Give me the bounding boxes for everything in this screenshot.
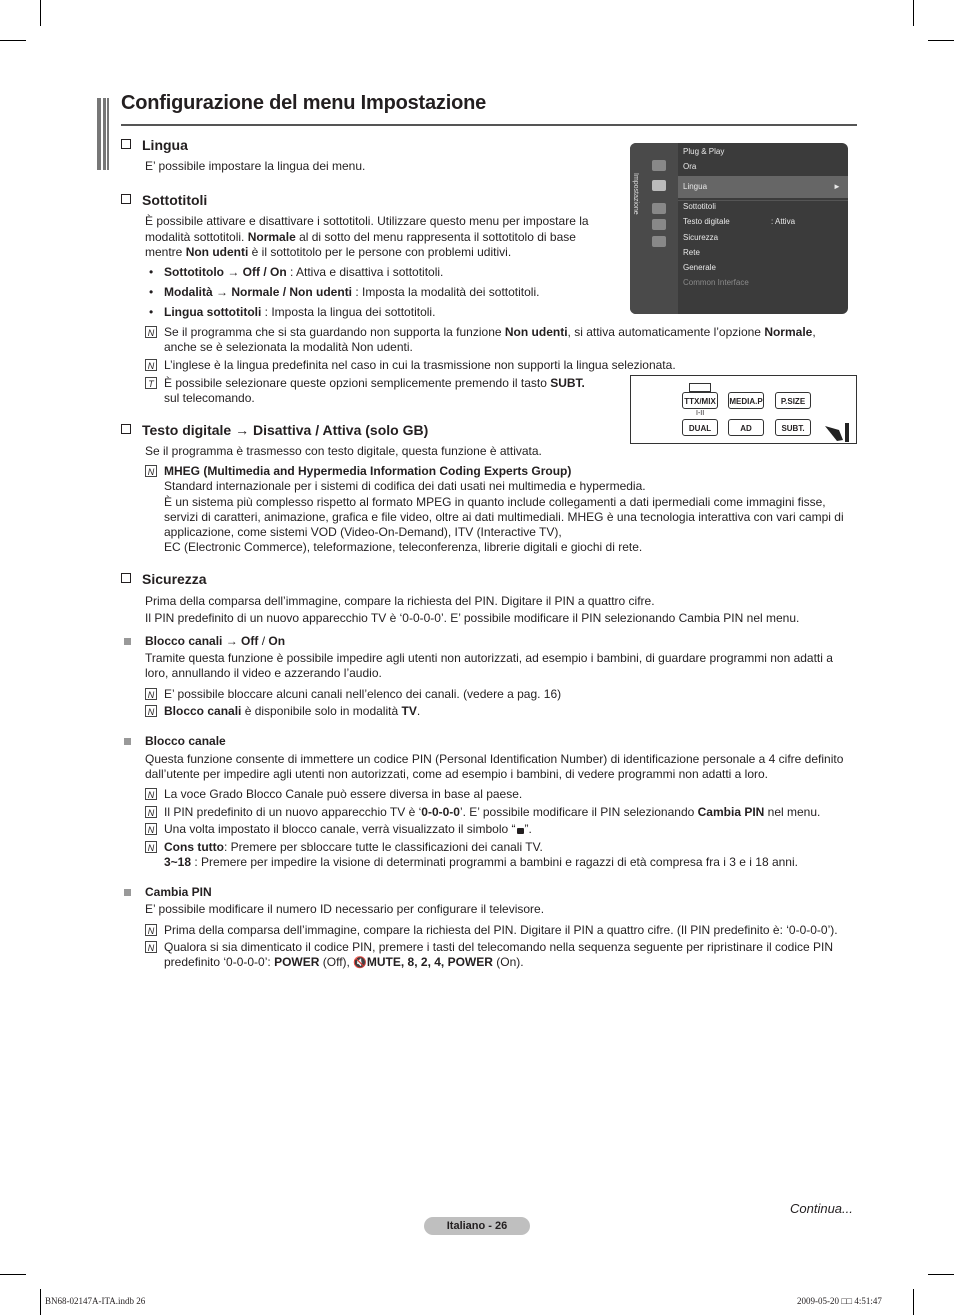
sottotitoli-p3: mentre Non udenti è il sottotitolo per le persone con problemi uditivi.	[145, 245, 512, 259]
square-bullet-icon	[124, 638, 131, 645]
note-icon: N	[145, 941, 157, 953]
cambia-pin-note: predefinito ‘0-0-0-0’: POWER (Off), 🔇MUTE, 8, 2, 4, POWER (On).	[164, 955, 524, 969]
mheg-line: EC (Electronic Commerce), teleformazione, teleconferenza, librerie digitali e giochi di rete.	[164, 540, 643, 554]
crop-mark	[928, 1274, 954, 1275]
note-non-udenti-cont: anche se è selezionata la modalità Non udenti.	[164, 340, 413, 354]
osd-side-label: Impostazione	[632, 173, 639, 215]
footer-left: BN68-02147A-ITA.indb 26	[45, 1296, 146, 1306]
bullet-modalita: Modalità → Normale / Non udenti : Imposta la modalità dei sottotitoli.	[164, 285, 540, 299]
osd-separator	[678, 200, 848, 201]
note-icon: N	[145, 705, 157, 717]
pointing-hand-icon	[825, 420, 853, 442]
ttx-mix-button: TTX/MIX	[682, 392, 718, 409]
lingua-text: E’ possibile impostare la lingua dei menu.	[145, 159, 366, 173]
note-inglese: L’inglese è la lingua predefinita nel caso in cui la trasmissione non supporti la lingua selezionata.	[164, 358, 676, 372]
ttx-icon	[689, 383, 711, 392]
p-size-button: P.SIZE	[775, 392, 811, 409]
osd-item: Plug & Play	[683, 147, 725, 156]
mheg-line: servizi di caratteri, animazione, grafica e file video, oltre ai dati multimediali. MHEG è una tecnologia interattiva con vari campi di	[164, 510, 844, 524]
note-subt-cont: sul telecomando.	[164, 391, 255, 405]
note-icon: N	[145, 823, 157, 835]
blocco-canale-line: Questa funzione consente di immettere un codice PIN (Personal Identification Number) di identificazione personale a 4 cifre definito	[145, 752, 844, 766]
section-lingua-heading: Lingua	[121, 137, 188, 153]
crop-mark	[913, 1289, 914, 1315]
checkbox-icon	[121, 139, 131, 149]
ad-button: AD	[728, 419, 764, 436]
osd-item: Generale	[683, 263, 716, 272]
checkbox-icon	[121, 194, 131, 204]
cambia-pin-note: Prima della comparsa dell’immagine, compare la richiesta del PIN. Digitare il PIN a quattro cifre. (Il PIN predefinito è: ‘0-0-0-0’).	[164, 923, 838, 937]
remote-buttons-illustration	[630, 375, 857, 444]
blocco-canale-line: dall’utente per impedire agli utenti non autorizzati, come ad esempio i bambini, di vedere programmi non adatti a loro.	[145, 767, 769, 781]
note-icon: N	[145, 806, 157, 818]
title-rule	[121, 124, 857, 126]
dual-button: DUAL	[682, 419, 718, 436]
cambia-pin-title: Cambia PIN	[145, 885, 212, 899]
sottotitoli-p1: È possibile attivare e disattivare i sottotitoli. Utilizzare questo menu per impostare la	[145, 214, 589, 228]
note-icon: N	[145, 788, 157, 800]
crop-mark	[0, 40, 26, 41]
section-testo-heading: Testo digitale → Disattiva / Attiva (solo GB)	[121, 422, 428, 438]
testo-p1: Se il programma è trasmesso con testo digitale, questa funzione è attivata.	[145, 444, 542, 458]
mute-icon: 🔇	[353, 957, 367, 969]
blocco-canali-line: loro, annullando il video e azzerando l’audio.	[145, 666, 382, 680]
blocco-canali-note: E’ possibile bloccare alcuni canali nell’elenco dei canali. (vedere a pag. 16)	[164, 687, 562, 701]
sottotitoli-p2: modalità sottotitoli. Normale al di sotto del menu rappresenta il sottotitolo di base	[145, 230, 576, 244]
osd-arrow-icon: ►	[833, 182, 841, 191]
note-icon: N	[145, 688, 157, 700]
mheg-line: Standard internazionale per i sistemi di codifica dei dati usati nei multimedia e hypermedia.	[164, 479, 646, 493]
osd-item: Sottotitoli	[683, 202, 716, 211]
blocco-canale-note: La voce Grado Blocco Canale può essere diversa in base al paese.	[164, 787, 523, 801]
crop-mark	[928, 40, 954, 41]
page-title: Configurazione del menu Impostazione	[121, 92, 487, 114]
osd-item: Common Interface	[683, 278, 749, 287]
crop-mark	[40, 0, 41, 26]
media-p-button: MEDIA.P	[728, 392, 764, 409]
note-subt: È possibile selezionare queste opzioni semplicemente premendo il tasto SUBT.	[164, 376, 585, 390]
blocco-canale-note: 3~18 : Premere per impedire la visione di determinati programmi a bambini e ragazzi di età compresa fra i 3 e i 18 anni.	[164, 855, 798, 869]
dual-label: I-II	[696, 410, 705, 417]
mheg-title: MHEG (Multimedia and Hypermedia Information Coding Experts Group)	[164, 464, 572, 478]
crop-mark	[913, 0, 914, 26]
bullet: •	[149, 265, 154, 279]
sicurezza-p2: Il PIN predefinito di un nuovo apparecchio TV è ‘0-0-0-0’. E’ possibile modificare il PIN selezionando Cambia PIN nel menu.	[145, 611, 800, 625]
osd-item-value: : Attiva	[771, 217, 796, 226]
page-number-label: Italiano - 26	[424, 1217, 530, 1235]
square-bullet-icon	[124, 738, 131, 745]
section-sicurezza-heading: Sicurezza	[121, 571, 207, 587]
section-sottotitoli-heading: Sottotitoli	[121, 192, 207, 208]
note-icon: N	[145, 359, 157, 371]
footer-right: 2009-05-20 □□ 4:51:47	[797, 1296, 882, 1306]
square-bullet-icon	[124, 889, 131, 896]
osd-item: Rete	[683, 248, 700, 257]
subt-button: SUBT.	[775, 419, 811, 436]
sicurezza-p1: Prima della comparsa dell’immagine, compare la richiesta del PIN. Digitare il PIN a quattro cifre.	[145, 594, 655, 608]
blocco-canali-note: Blocco canali è disponibile solo in modalità TV.	[164, 704, 421, 718]
blocco-canale-note: Cons tutto: Premere per sbloccare tutte le classificazioni dei canali TV.	[164, 840, 543, 854]
osd-item: Lingua	[683, 182, 708, 191]
bullet: •	[149, 305, 154, 319]
title-decoration	[97, 98, 109, 170]
checkbox-icon	[121, 424, 131, 434]
note-icon: N	[145, 465, 157, 477]
note-icon: N	[145, 326, 157, 338]
lock-icon	[517, 828, 524, 834]
blocco-canale-title: Blocco canale	[145, 734, 226, 748]
cambia-pin-note: Qualora si sia dimenticato il codice PIN, premere i tasti del telecomando nella sequenza seguente per ripristinare il codice PIN	[164, 940, 834, 954]
picture-icon	[652, 160, 666, 171]
mheg-line: È un sistema più complesso rispetto al formato MPEG in quanto include collegamenti a dati ipermediali come immagini fisse,	[164, 495, 826, 509]
bullet-lingua-sottotitoli: Lingua sottotitoli : Imposta la lingua dei sottotitoli.	[164, 305, 436, 319]
blocco-canali-line: Tramite questa funzione è possibile impedire agli utenti non autorizzati, ad esempio i bambini, di guardare programmi non adatti a	[145, 651, 833, 665]
note-non-udenti: Se il programma che si sta guardando non supporta la funzione Non udenti, si attiva automaticamente l’opzione Normale,	[164, 325, 816, 339]
blocco-canale-note: Una volta impostato il blocco canale, verrà visualizzato il simbolo “ ”.	[164, 822, 532, 836]
checkbox-icon	[121, 573, 131, 583]
note-icon: N	[145, 841, 157, 853]
osd-item: Sicurezza	[683, 233, 719, 242]
remote-icon: T	[145, 377, 157, 389]
blocco-canali-title: Blocco canali → Off / On	[145, 634, 286, 648]
input-icon	[652, 219, 666, 230]
setup-icon	[652, 180, 666, 191]
bullet-sottotitolo: Sottotitolo → Off / On : Attiva e disattiva i sottotitoli.	[164, 265, 444, 279]
support-icon	[652, 236, 666, 247]
crop-mark	[0, 1274, 26, 1275]
crop-mark	[40, 1289, 41, 1315]
osd-menu-screenshot	[630, 143, 848, 314]
bullet: •	[149, 285, 154, 299]
sound-icon	[652, 203, 666, 214]
blocco-canale-note: Il PIN predefinito di un nuovo apparecchio TV è ‘0-0-0-0’. E’ possibile modificare il PIN selezionando Cambia PIN nel menu.	[164, 805, 821, 819]
mheg-line: applicazione, come sistemi VOD (Video-On-Demand), ITV (Interactive TV),	[164, 525, 562, 539]
continua-label: Continua...	[790, 1201, 853, 1216]
osd-item: Testo digitale	[683, 217, 730, 226]
osd-item: Ora	[683, 162, 697, 171]
cambia-pin-line: E’ possibile modificare il numero ID necessario per configurare il televisore.	[145, 902, 545, 916]
note-icon: N	[145, 924, 157, 936]
